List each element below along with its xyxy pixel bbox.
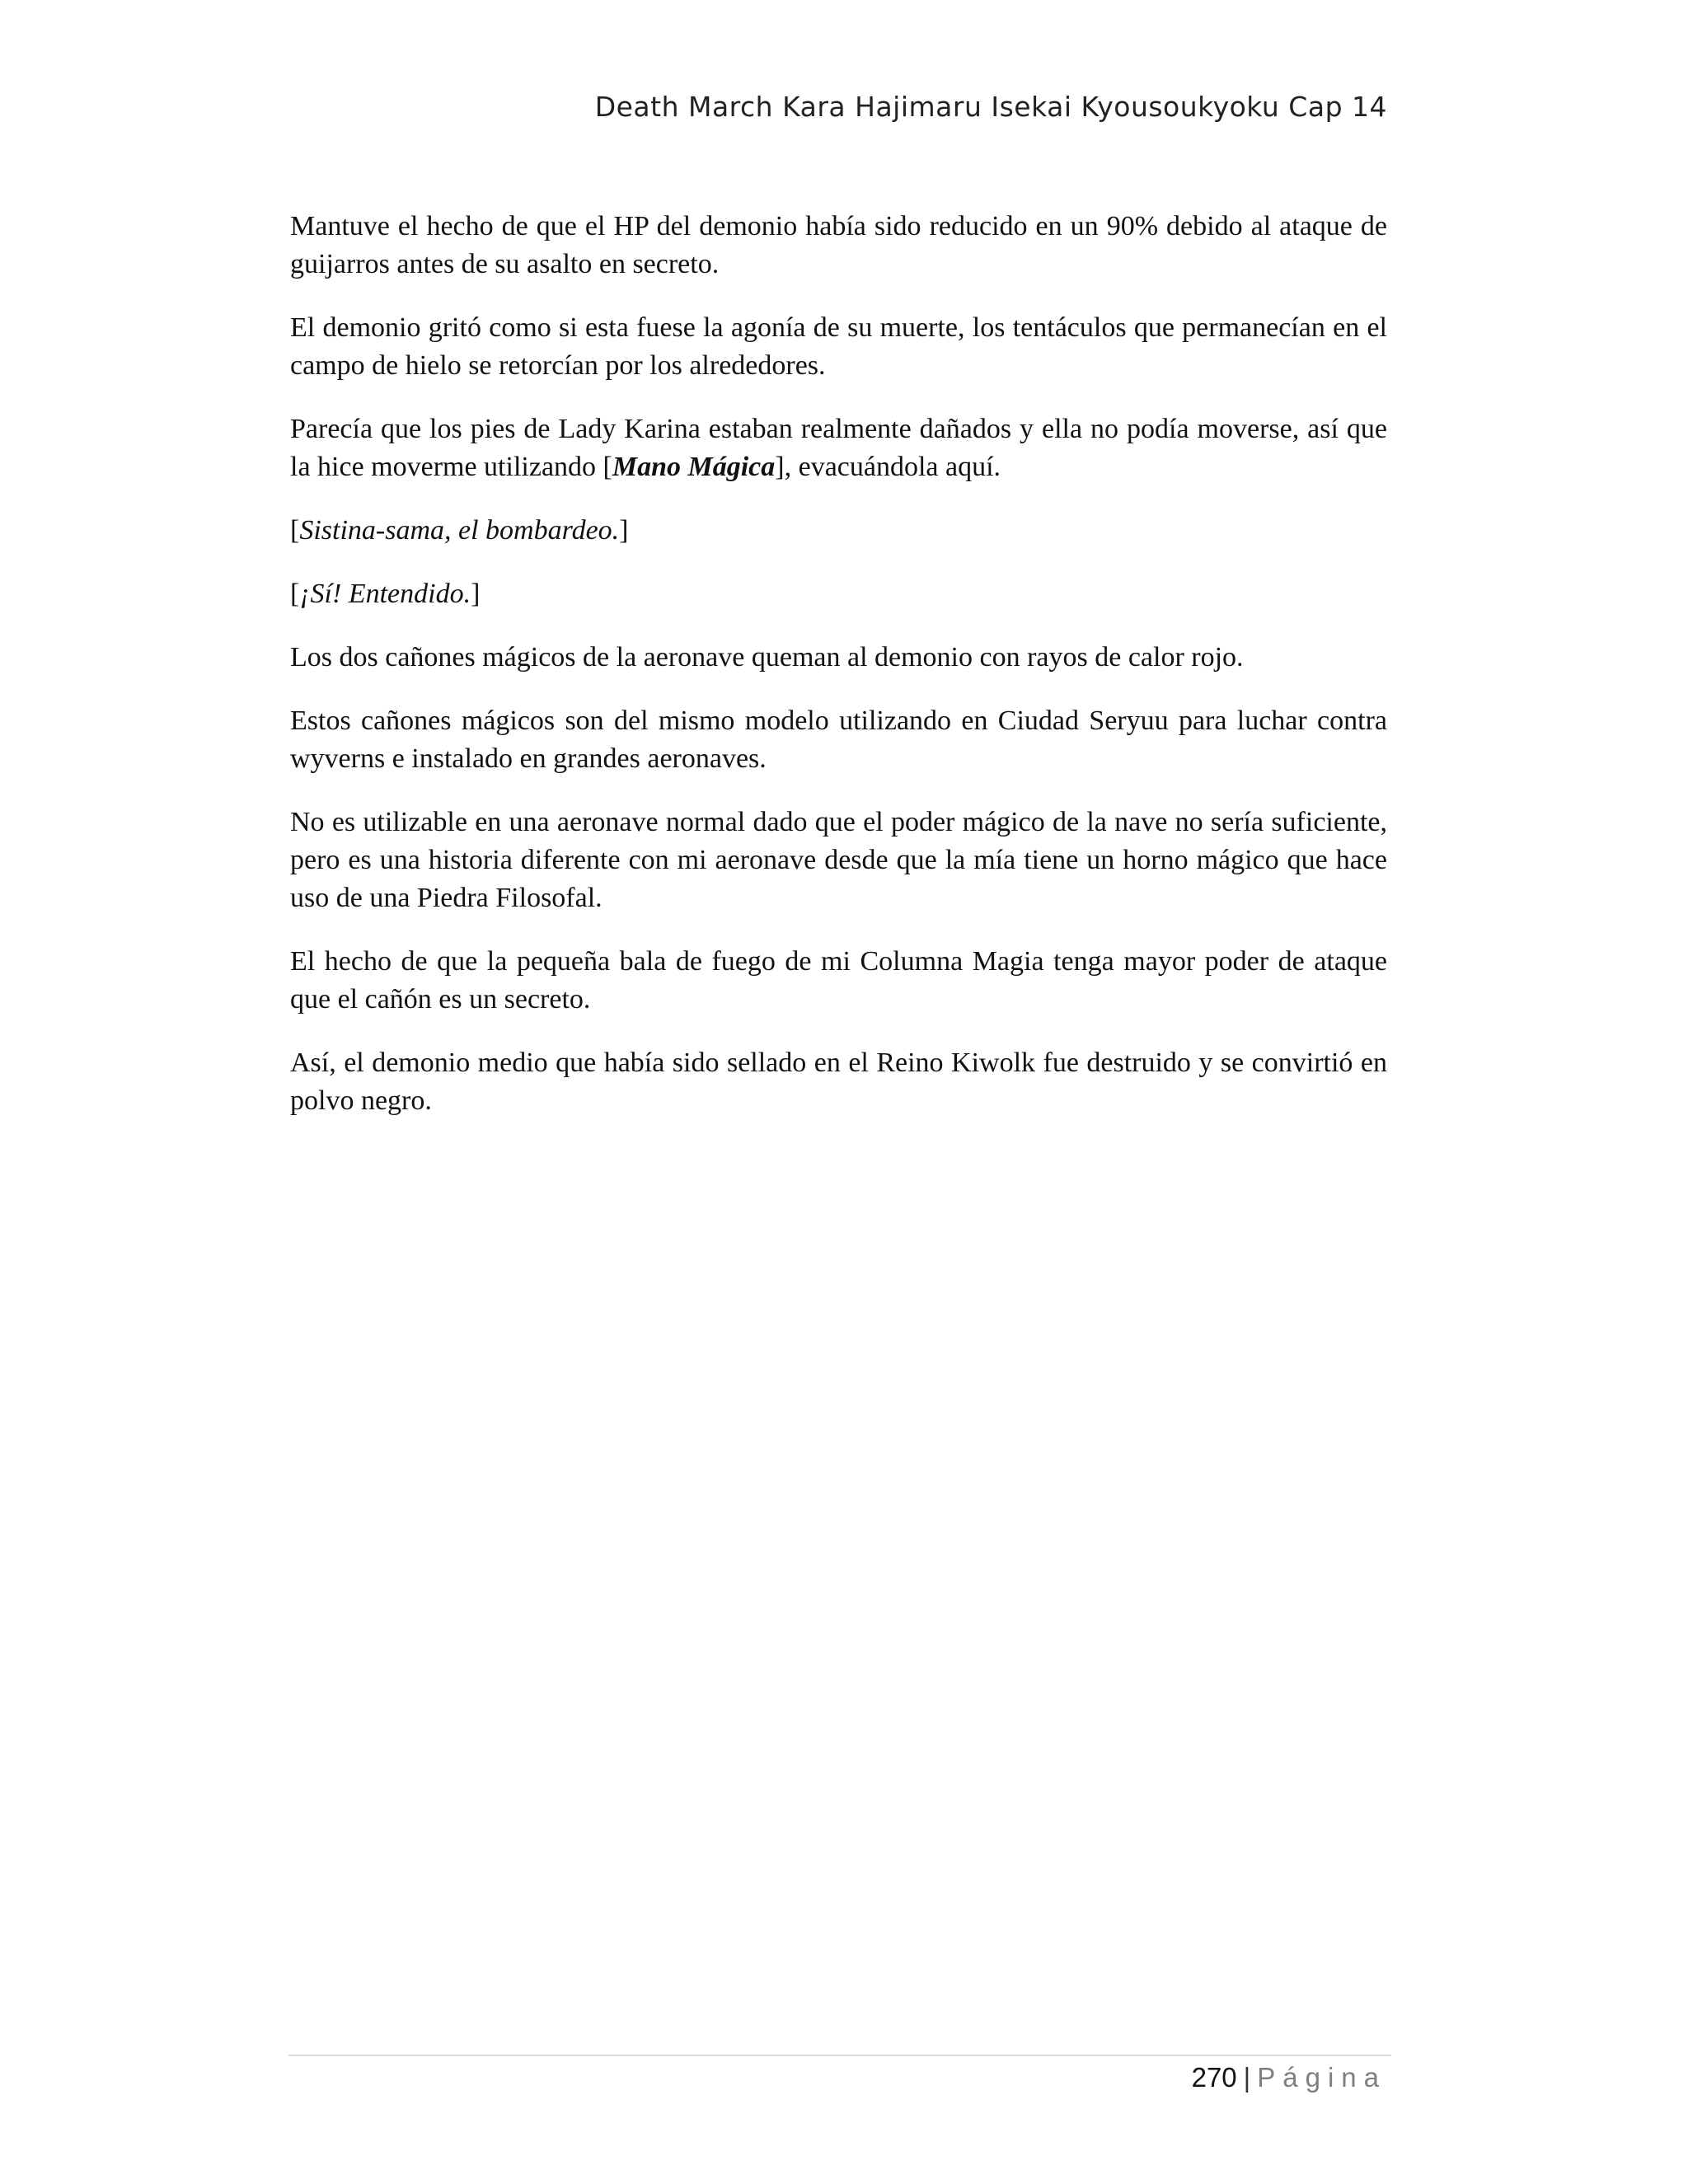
paragraph-3-emphasis: Mano Mágica xyxy=(612,452,776,482)
page-label: Página xyxy=(1257,2062,1386,2093)
running-header: Death March Kara Hajimaru Isekai Kyousoukyoku Cap 14 xyxy=(594,91,1387,123)
dialogue-open-bracket: [ xyxy=(290,515,300,546)
footer-divider xyxy=(288,2055,1391,2056)
paragraph-1: Mantuve el hecho de que el HP del demonio había sido reducido en un 90% debido al ataque de guijarros antes de su asalto en secreto. xyxy=(290,211,1387,279)
paragraph-3 xyxy=(290,410,1387,486)
dialogue-text: ¡Sí! Entendido. xyxy=(299,579,471,609)
dialogue-line-2 xyxy=(290,575,1387,613)
footer-separator: | xyxy=(1243,2062,1251,2093)
dialogue-text: Sistina-sama, el bombardeo. xyxy=(299,515,620,546)
dialogue-line-1 xyxy=(290,512,1387,550)
paragraph-8: No es utilizable en una aeronave normal dado que el poder mágico de la nave no sería suficiente, pero es una historia diferente con mi aeronave desde que la mía tiene un horno mágico que hace uso de una Piedra Filosofal. xyxy=(290,807,1387,913)
dialogue-open-bracket: [ xyxy=(290,579,300,609)
paragraph-2: El demonio gritó como si esta fuese la agonía de su muerte, los tentáculos que permanecían en el campo de hielo se retorcían por los alrededores. xyxy=(290,312,1387,381)
dialogue-close-bracket: ] xyxy=(471,579,481,609)
paragraph-3-text-after: ], evacuándola aquí. xyxy=(775,452,1001,482)
paragraph-7: Estos cañones mágicos son del mismo modelo utilizando en Ciudad Seryuu para luchar contra wyverns e instalado en grandes aeronaves. xyxy=(290,705,1387,774)
paragraph-6: Los dos cañones mágicos de la aeronave queman al demonio con rayos de calor rojo. xyxy=(290,642,1244,673)
page-footer xyxy=(1192,2062,1386,2093)
document-body xyxy=(290,208,1387,1146)
paragraph-3-text-before: Parecía que los pies de Lady Karina estaban realmente dañados y ella no podía moverse, así que la hice moverme utilizando [ xyxy=(290,414,1387,482)
dialogue-close-bracket: ] xyxy=(619,515,629,546)
page-number: 270 xyxy=(1191,2062,1237,2093)
paragraph-9: El hecho de que la pequeña bala de fuego de mi Columna Magia tenga mayor poder de ataque que el cañón es un secreto. xyxy=(290,946,1387,1015)
paragraph-10: Así, el demonio medio que había sido sellado en el Reino Kiwolk fue destruido y se convirtió en polvo negro. xyxy=(290,1047,1387,1116)
